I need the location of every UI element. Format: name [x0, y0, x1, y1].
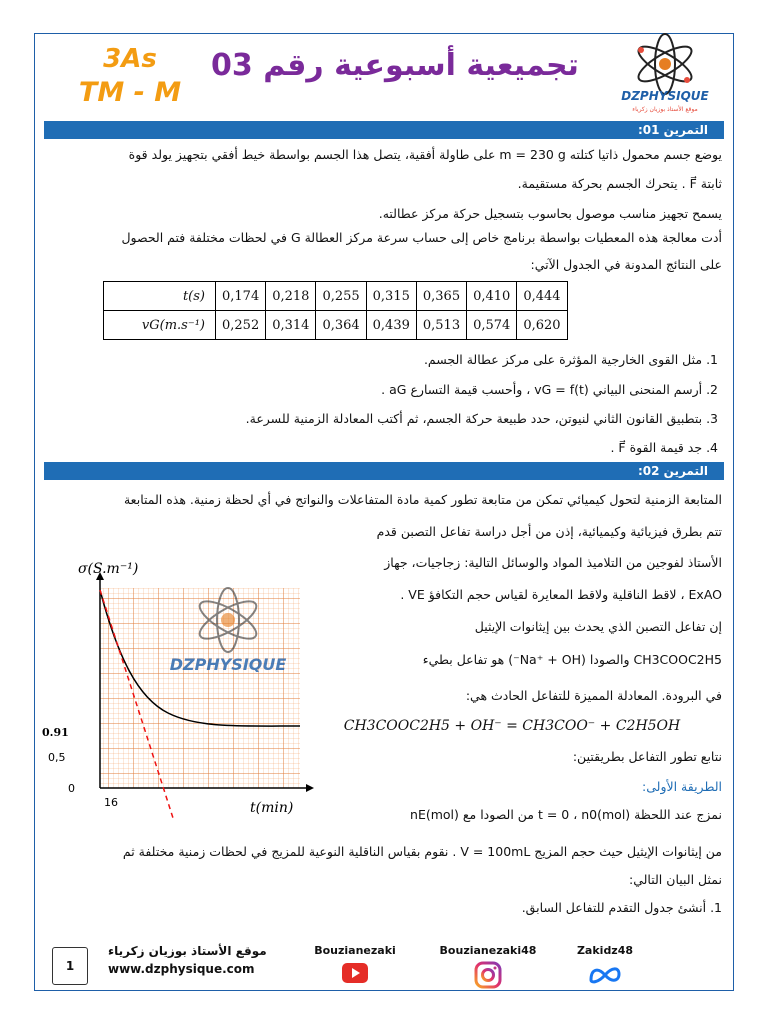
graph-grid [100, 588, 300, 788]
meta-icon[interactable] [588, 965, 622, 985]
page-title: تجميعية أسبوعية رقم 03 [211, 48, 579, 83]
ex1-question-3: 3. بتطبيق القانون الثاني لنيوتن، حدد طبيعة حركة الجسم، ثم أكتب المعادلة الزمنية للسرعة. [245, 411, 718, 426]
level-line-1: 3As [103, 44, 157, 74]
table-cell: 0,439 [366, 311, 416, 340]
y-tick-0-5: 0,5 [48, 751, 66, 764]
reaction-equation: CH3COOC2H5 + OH⁻ = CH3COO⁻ + C2H5OH [343, 718, 681, 734]
footer-site [108, 944, 267, 976]
ex1-line-2: ثابتة F⃗ . يتحرك الجسم بحركة مستقيمة. [517, 176, 722, 191]
y-tick-0-91: 0.91 [42, 726, 69, 739]
table-cell: 0,620 [517, 311, 567, 340]
ex2-right-4: CH3COOC2H5 والصودا (Na⁺ + OH⁻) هو تفاعل بطيء [422, 652, 722, 667]
ex1-line-3: يسمح تجهيز مناسب موصول بحاسوب بتسجيل حركة مركز عطالته. [378, 206, 722, 221]
instagram-block[interactable] [428, 944, 548, 992]
exercise-2-label: التمرين 02: [637, 464, 708, 478]
table-cell: 0,218 [266, 282, 316, 311]
velocity-table [103, 281, 568, 340]
ex2-right-3: إن تفاعل التصبن الذي يحدث بين إيثانوات الإيثيل [474, 619, 722, 634]
watermark-text: DZPHYSIQUE [169, 655, 287, 674]
ex1-line-5: على النتائج المدونة في الجدول الآتي: [530, 257, 722, 272]
ex2-right-1: الأستاذ لفوجين من التلاميذ المواد والوسائل التالية: زجاجيات، جهاز [384, 555, 722, 570]
atom-icon [615, 36, 715, 116]
y-axis-label: σ(S.m⁻¹) [78, 561, 139, 577]
ex2-right-5: في البرودة. المعادلة المميزة للتفاعل الحادث هي: [465, 688, 722, 703]
level-label [70, 42, 190, 110]
table-cell: 0,444 [517, 282, 567, 311]
ex1-question-2: 2. أرسم المنحنى البياني vG = f(t) ، وأحسب قيمة التسارع aG . [381, 382, 718, 397]
table-cell: 0,574 [467, 311, 517, 340]
table-cell: 0,252 [216, 311, 266, 340]
table-row [104, 311, 568, 340]
table-cell: 0,315 [366, 282, 416, 311]
ex1-line-1: يوضع جسم محمول ذاتيا كتلته m = 230 g على طاولة أفقية، يتصل هذا الجسم بواسطة خيط أفقي بتجهيز يولد قوة [128, 147, 722, 162]
ex1-line-4: أدت معالجة هذه المعطيات بواسطة برنامج خاص إلى حساب سرعة مركز العطالة G في لحظات مختلفة فتم الحصول [121, 230, 722, 245]
conductivity-graph [42, 548, 308, 818]
exercise-1-label: التمرين 01: [637, 123, 708, 137]
ex2-bottom-1: من إيثانوات الإيثيل حيث حجم المزيج V = 100mL . نقوم بقياس الناقلية النوعية للمزيج في لحظات زمنية مختلفة ثم [122, 844, 722, 859]
youtube-block[interactable] [295, 944, 415, 986]
method-1-heading: الطريقة الأولى: [642, 779, 722, 794]
exercise-2-band [44, 462, 724, 480]
ex2-right-9: نمزج عند اللحظة t = 0 ، n0(mol) من الصودا مع nE(mol) [410, 807, 722, 822]
ex2-bottom-2: نمثل البيان التالي: [628, 872, 722, 887]
ex1-question-1: 1. مثل القوى الخارجية المؤثرة على مركز عطالة الجسم. [423, 352, 718, 367]
ex1-question-4: 4. جد قيمة القوة F⃗ . [610, 440, 718, 455]
level-line-2: TM - M [78, 77, 182, 108]
youtube-handle[interactable]: Bouzianezaki [314, 944, 396, 957]
footer-site-name: موقع الأستاذ بوزيان زكرياء [108, 944, 267, 958]
ex2-intro-2: تتم بطرق فيزيائية وكيميائية، إذن من أجل دراسة تفاعل التصبن قدم [376, 524, 722, 539]
table-cell: 0,314 [266, 311, 316, 340]
logo-subtext: موقع الأستاذ بوزيان زكرياء [632, 106, 698, 113]
meta-block[interactable] [545, 944, 665, 988]
table-header-velocity: vG(m.s⁻¹) [104, 311, 216, 340]
page-number: 1 [52, 947, 88, 985]
ex2-intro-1: المتابعة الزمنية لتحول كيميائي تمكن من متابعة تطور كمية مادة المتفاعلات والنواتج في أي لحظة زمنية. هذه المتابعة [123, 492, 722, 507]
table-cell: 0,255 [316, 282, 366, 311]
exercise-1-band [44, 121, 724, 139]
table-header-time: t(s) [104, 282, 216, 311]
ex2-right-2: ExAO ، لاقط الناقلية ولاقط المعايرة لقياس حجم التكافؤ VE . [400, 587, 722, 602]
x-axis-label: t(min) [250, 800, 294, 816]
meta-handle[interactable]: Zakidz48 [576, 944, 634, 957]
table-cell: 0,410 [467, 282, 517, 311]
table-cell: 0,513 [416, 311, 466, 340]
table-cell: 0,364 [316, 311, 366, 340]
table-cell: 0,174 [216, 282, 266, 311]
instagram-handle[interactable]: Bouzianezaki48 [439, 944, 537, 957]
x-tick-16: 16 [104, 796, 118, 809]
graph-svg [42, 548, 308, 818]
logo-text: DZPHYSIQUE [621, 89, 709, 103]
origin-label: 0 [68, 782, 75, 795]
ex2-right-7: نتابع تطور التفاعل بطريقتين: [572, 749, 722, 764]
youtube-icon[interactable] [342, 963, 368, 983]
instagram-icon[interactable] [474, 961, 502, 989]
table-cell: 0,365 [416, 282, 466, 311]
ex2-question-1: 1. أنشئ جدول التقدم للتفاعل السابق. [521, 900, 722, 915]
footer-site-url[interactable]: www.dzphysique.com [108, 962, 255, 976]
dzphysique-logo [615, 36, 715, 116]
table-row [104, 282, 568, 311]
